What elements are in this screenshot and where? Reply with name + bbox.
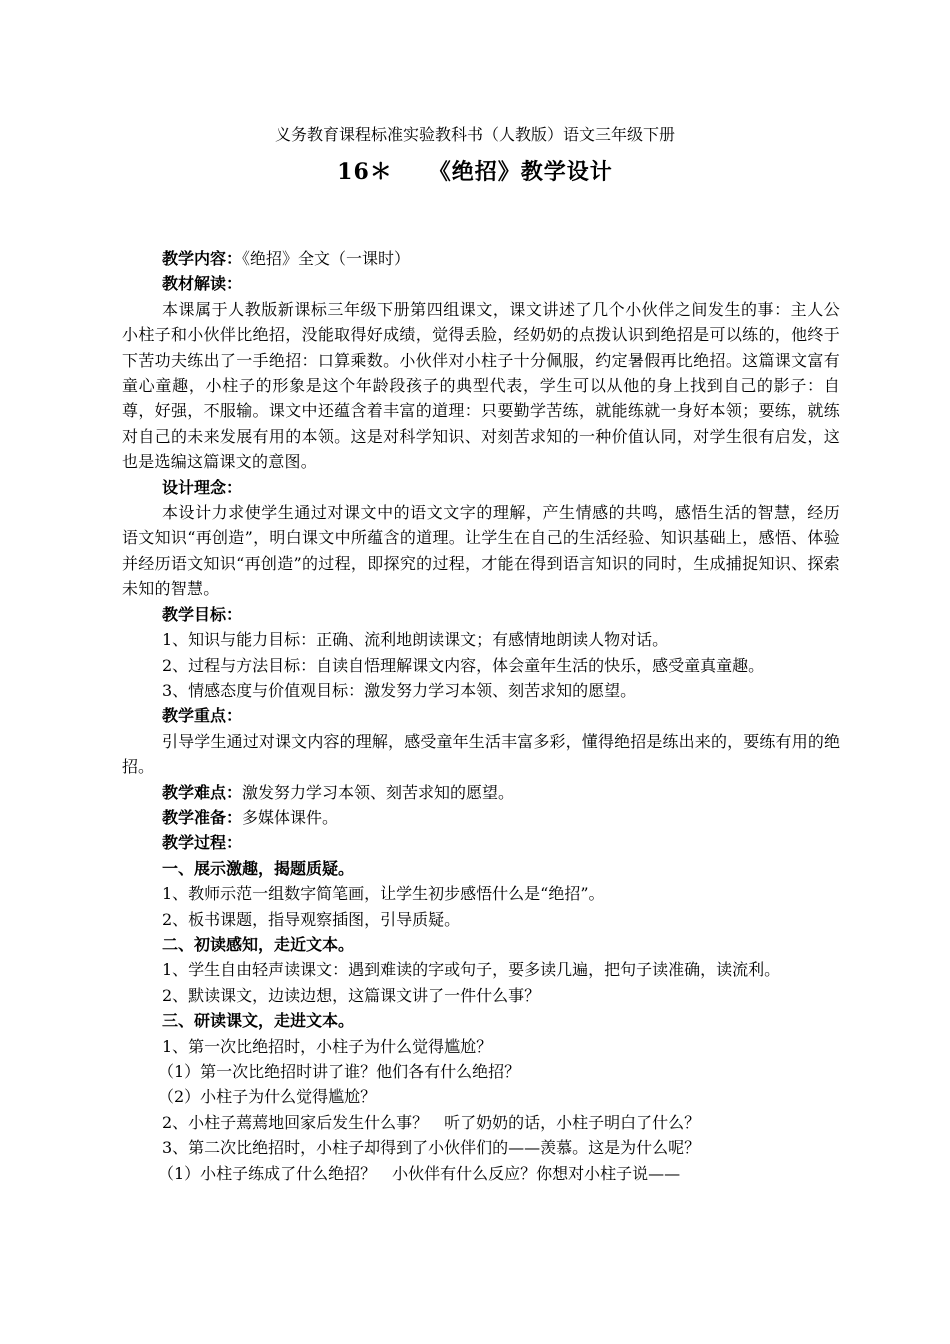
key-points-label: 教学重点： [162,706,243,726]
preparation-text: 多媒体课件。 [242,807,339,827]
document-body [122,246,840,1186]
process-label: 教学过程： [162,833,243,853]
goal-item: 3、情感态度与价值观目标：激发努力学习本领、刻苦求知的愿望。 [162,680,637,700]
textbook-label: 教材解读： [162,274,243,294]
key-points-paragraph: 引导学生通过对课文内容的理解，感受童年生活丰富多彩，懂得绝招是练出来的，要练有用的绝招。 [122,731,840,777]
goal-item: 2、过程与方法目标：自读自悟理解课文内容，体会童年生活的快乐，感受童真童趣。 [162,655,765,675]
section-item: （1）第一次比绝招时讲了谁？他们各有什么绝招？ [158,1062,521,1081]
section-item: （2）小柱子为什么觉得尴尬？ [158,1087,377,1107]
section-item: 2、默读课文，边读边想，这篇课文讲了一件什么事？ [162,985,541,1005]
goals-label: 教学目标： [162,604,243,624]
section-item: 1、教师示范一组数字简笔画，让学生初步感悟什么是“绝招”。 [162,884,605,904]
document-title [0,157,950,187]
goal-item: 1、知识与能力目标：正确、流利地朗读课文；有感情地朗读人物对话。 [162,630,669,650]
section-item: 1、第一次比绝招时，小柱子为什么觉得尴尬？ [162,1036,493,1056]
difficulty [122,780,840,805]
textbook-paragraph: 本课属于人教版新课标三年级下册第四组课文，课文讲述了几个小伙伴之间发生的事：主人公小柱子和小伙伴比绝招，没能取得好成绩，觉得丢脸，经奶奶的点拨认识到绝招是可以练的，他终于下苦功夫练出了一手绝招：口算乘数。小伙伴对小柱子十分佩服，约定暑假再比绝招。这篇课文富有童心童趣，小柱子的形象是这个年龄段孩子的典型代表，学生可以从他的身上找到自己的影子：自尊，好强，不服输。课文中还蕴含着丰富的道理：只要勤学苦练，就能练就一身好本领；要练，就练对自己的未来发展有用的本领。这是对科学知识、对刻苦求知的一种价值认同，对学生很有启发，这也是选编这篇课文的意图。 [122,299,840,472]
preparation-label: 教学准备： [162,807,243,827]
design-label: 设计理念： [162,477,243,497]
section-item: 3、第二次比绝招时，小柱子却得到了小伙伴们的——羡慕。这是为什么呢？ [162,1138,701,1158]
difficulty-label: 教学难点： [162,782,243,802]
section-heading: 一、展示激趣，揭题质疑。 [162,858,355,878]
teaching-content-text: 《绝招》全文（一课时） [242,249,411,268]
section-item: 2、板书课题，指导观察插图，引导质疑。 [162,909,461,929]
teaching-content-label: 教学内容： [162,249,243,268]
preparation [122,805,840,830]
section-heading: 二、初读感知，走近文本。 [162,934,355,954]
section-item: （1）小柱子练成了什么绝招？ 小伙伴有什么反应？你想对小柱子说—— [158,1163,681,1183]
design-paragraph: 本设计力求使学生通过对课文中的语文文字的理解，产生情感的共鸣，感悟生活的智慧，经历语文知识“再创造”，明白课文中所蕴含的道理。让学生在自己的生活经验、知识基础上，感悟、体验并经历语文知识“再创造”的过程，即探究的过程，才能在得到语言知识的同时，生成捕捉知识、探索未知的智慧。 [122,503,840,599]
difficulty-text: 激发努力学习本领、刻苦求知的愿望。 [242,782,515,802]
section-heading: 三、研读课文，走进文本。 [162,1011,355,1031]
teaching-content [122,246,840,271]
lesson-title: 《绝招》教学设计 [428,159,613,185]
section-item: 2、小柱子蔫蔫地回家后发生什么事？ 听了奶奶的话，小柱子明白了什么？ [162,1112,701,1132]
section-item: 1、学生自由轻声读课文：遇到难读的字或句子，要多读几遍，把句子读准确，读流利。 [162,960,781,980]
lesson-number: 16＊ [337,159,393,185]
book-subtitle: 义务教育课程标准实验教科书（人教版）语文三年级下册 [274,125,675,144]
